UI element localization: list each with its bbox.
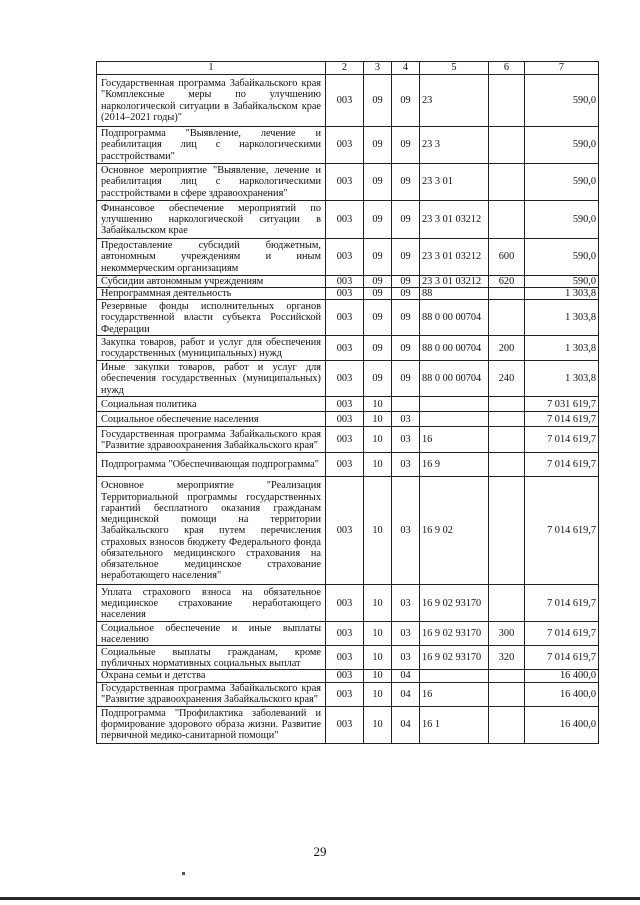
row-name: Социальные выплаты гражданам, кроме публичных нормативных социальных выплат xyxy=(97,646,326,670)
row-vr xyxy=(489,477,525,585)
row-csr: 23 3 01 03212 xyxy=(420,201,489,239)
row-sum: 16 400,0 xyxy=(525,670,599,682)
row-csr xyxy=(420,412,489,427)
table-row xyxy=(97,453,599,477)
row-vr xyxy=(489,427,525,453)
row-rz: 10 xyxy=(364,622,392,646)
row-pr: 09 xyxy=(392,276,420,288)
row-sum: 7 014 619,7 xyxy=(525,412,599,427)
row-rz: 09 xyxy=(364,127,392,164)
row-name: Финансовое обеспечение мероприятий по улучшению наркологической ситуации в Забайкальском крае xyxy=(97,201,326,239)
row-pr: 09 xyxy=(392,75,420,127)
row-csr: 88 0 00 00704 xyxy=(420,361,489,397)
row-pr: 03 xyxy=(392,453,420,477)
row-name: Социальное обеспечение населения xyxy=(97,412,326,427)
row-csr: 16 9 02 xyxy=(420,477,489,585)
row-sum: 590,0 xyxy=(525,164,599,201)
row-sum: 1 303,8 xyxy=(525,361,599,397)
row-sum: 590,0 xyxy=(525,127,599,164)
row-ved: 003 xyxy=(326,164,364,201)
row-csr: 23 3 01 03212 xyxy=(420,276,489,288)
row-sum: 7 014 619,7 xyxy=(525,585,599,622)
table-row xyxy=(97,682,599,706)
row-rz: 09 xyxy=(364,300,392,336)
row-name: Иные закупки товаров, работ и услуг для обеспечения государственных (муниципальных) нужд xyxy=(97,361,326,397)
table-row xyxy=(97,288,599,300)
row-csr: 16 9 02 93170 xyxy=(420,646,489,670)
row-csr: 16 9 xyxy=(420,453,489,477)
row-pr: 03 xyxy=(392,427,420,453)
table-row xyxy=(97,477,599,585)
row-vr xyxy=(489,75,525,127)
row-vr xyxy=(489,300,525,336)
table-row xyxy=(97,127,599,164)
row-rz: 09 xyxy=(364,336,392,361)
row-ved: 003 xyxy=(326,201,364,239)
row-name: Субсидии автономным учреждениям xyxy=(97,276,326,288)
row-name: Государственная программа Забайкальского края "Комплексные меры по улучшению наркологической ситуации в Забайкальском крае (2014–2021 годы)" xyxy=(97,75,326,127)
header-cell-7: 7 xyxy=(525,62,599,75)
row-rz: 10 xyxy=(364,585,392,622)
row-rz: 10 xyxy=(364,397,392,412)
row-pr: 09 xyxy=(392,361,420,397)
row-sum: 590,0 xyxy=(525,239,599,276)
row-pr: 03 xyxy=(392,412,420,427)
header-cell-6: 6 xyxy=(489,62,525,75)
row-rz: 09 xyxy=(364,239,392,276)
row-vr xyxy=(489,453,525,477)
row-ved: 003 xyxy=(326,361,364,397)
row-pr: 04 xyxy=(392,706,420,743)
row-pr: 03 xyxy=(392,622,420,646)
row-csr xyxy=(420,397,489,412)
row-ved: 003 xyxy=(326,336,364,361)
row-pr: 09 xyxy=(392,127,420,164)
row-rz: 10 xyxy=(364,646,392,670)
row-ved: 003 xyxy=(326,622,364,646)
row-sum: 7 031 619,7 xyxy=(525,397,599,412)
row-name: Закупка товаров, работ и услуг для обеспечения государственных (муниципальных) нужд xyxy=(97,336,326,361)
budget-table xyxy=(96,61,599,744)
row-ved: 003 xyxy=(326,412,364,427)
row-vr: 200 xyxy=(489,336,525,361)
header-cell-5: 5 xyxy=(420,62,489,75)
bottom-border xyxy=(0,897,640,900)
row-ved: 003 xyxy=(326,239,364,276)
row-csr: 16 1 xyxy=(420,706,489,743)
row-rz: 10 xyxy=(364,706,392,743)
row-sum: 1 303,8 xyxy=(525,336,599,361)
row-ved: 003 xyxy=(326,276,364,288)
row-csr: 16 9 02 93170 xyxy=(420,622,489,646)
table-row xyxy=(97,706,599,743)
row-pr: 09 xyxy=(392,239,420,276)
row-vr xyxy=(489,412,525,427)
row-vr: 320 xyxy=(489,646,525,670)
row-sum: 590,0 xyxy=(525,75,599,127)
header-cell-4: 4 xyxy=(392,62,420,75)
row-pr: 04 xyxy=(392,682,420,706)
row-pr: 09 xyxy=(392,201,420,239)
table-row xyxy=(97,239,599,276)
row-rz: 09 xyxy=(364,201,392,239)
row-rz: 10 xyxy=(364,682,392,706)
row-vr: 300 xyxy=(489,622,525,646)
row-name: Подпрограмма "Выявление, лечение и реабилитация лиц с наркологическими расстройствами" xyxy=(97,127,326,164)
table-row xyxy=(97,646,599,670)
table-row xyxy=(97,276,599,288)
row-csr: 88 xyxy=(420,288,489,300)
row-rz: 09 xyxy=(364,361,392,397)
table-row xyxy=(97,336,599,361)
row-name: Подпрограмма "Обеспечивающая подпрограмма" xyxy=(97,453,326,477)
row-rz: 09 xyxy=(364,288,392,300)
row-pr: 03 xyxy=(392,646,420,670)
row-vr: 620 xyxy=(489,276,525,288)
row-rz: 10 xyxy=(364,477,392,585)
row-sum: 7 014 619,7 xyxy=(525,622,599,646)
row-csr: 23 3 xyxy=(420,127,489,164)
row-vr xyxy=(489,585,525,622)
row-pr: 03 xyxy=(392,477,420,585)
row-rz: 10 xyxy=(364,453,392,477)
row-csr: 16 xyxy=(420,682,489,706)
row-sum: 1 303,8 xyxy=(525,288,599,300)
row-name: Социальное обеспечение и иные выплаты населению xyxy=(97,622,326,646)
page-number: 29 xyxy=(313,844,327,859)
row-csr: 23 3 01 03212 xyxy=(420,239,489,276)
row-ved: 003 xyxy=(326,75,364,127)
row-vr xyxy=(489,670,525,682)
row-pr: 09 xyxy=(392,300,420,336)
row-sum: 590,0 xyxy=(525,276,599,288)
table-row xyxy=(97,427,599,453)
row-ved: 003 xyxy=(326,127,364,164)
row-name: Уплата страхового взноса на обязательное медицинское страхование неработающего населения xyxy=(97,585,326,622)
row-name: Резервные фонды исполнительных органов государственной власти субъекта Российской Федерации xyxy=(97,300,326,336)
row-rz: 09 xyxy=(364,164,392,201)
header-cell-3: 3 xyxy=(364,62,392,75)
row-pr: 09 xyxy=(392,336,420,361)
table-row xyxy=(97,300,599,336)
table-row xyxy=(97,164,599,201)
row-name: Охрана семьи и детства xyxy=(97,670,326,682)
row-rz: 10 xyxy=(364,412,392,427)
row-vr xyxy=(489,706,525,743)
table-row xyxy=(97,412,599,427)
row-ved: 003 xyxy=(326,477,364,585)
table-row xyxy=(97,201,599,239)
header-cell-2: 2 xyxy=(326,62,364,75)
row-vr xyxy=(489,201,525,239)
row-sum: 590,0 xyxy=(525,201,599,239)
row-sum: 7 014 619,7 xyxy=(525,453,599,477)
row-name: Социальная политика xyxy=(97,397,326,412)
scan-mark xyxy=(182,872,185,875)
row-sum: 7 014 619,7 xyxy=(525,477,599,585)
row-pr: 03 xyxy=(392,585,420,622)
row-ved: 003 xyxy=(326,397,364,412)
row-csr: 88 0 00 00704 xyxy=(420,300,489,336)
header-cell-1: 1 xyxy=(97,62,326,75)
row-csr: 88 0 00 00704 xyxy=(420,336,489,361)
row-csr: 23 xyxy=(420,75,489,127)
row-name: Предоставление субсидий бюджетным, автономным учреждениям и иным некоммерческим организациям xyxy=(97,239,326,276)
table-row xyxy=(97,585,599,622)
row-vr xyxy=(489,682,525,706)
row-rz: 10 xyxy=(364,670,392,682)
row-sum: 7 014 619,7 xyxy=(525,427,599,453)
row-csr: 16 xyxy=(420,427,489,453)
row-ved: 003 xyxy=(326,706,364,743)
row-rz: 09 xyxy=(364,276,392,288)
row-name: Непрограммная деятельность xyxy=(97,288,326,300)
row-name: Государственная программа Забайкальского края "Развитие здравоохранения Забайкальского края" xyxy=(97,427,326,453)
table-row xyxy=(97,361,599,397)
row-ved: 003 xyxy=(326,646,364,670)
table-header-row xyxy=(97,62,599,75)
row-ved: 003 xyxy=(326,682,364,706)
row-sum: 16 400,0 xyxy=(525,682,599,706)
row-vr xyxy=(489,397,525,412)
row-ved: 003 xyxy=(326,427,364,453)
row-name: Государственная программа Забайкальского края "Развитие здравоохранения Забайкальского края" xyxy=(97,682,326,706)
row-vr xyxy=(489,288,525,300)
row-sum: 7 014 619,7 xyxy=(525,646,599,670)
table-row xyxy=(97,622,599,646)
table-row xyxy=(97,670,599,682)
row-name: Основное мероприятие "Реализация Территориальной программы государственных гарантий бесплатного оказания гражданам медицинской помощи на территории Забайкальского края путем перечисления страховых взносов бюджету Федерального фонда обязательного медицинского страхования на обязательное медицинское страхование неработающего населения" xyxy=(97,477,326,585)
table-row xyxy=(97,397,599,412)
row-vr: 600 xyxy=(489,239,525,276)
row-rz: 10 xyxy=(364,427,392,453)
row-vr: 240 xyxy=(489,361,525,397)
row-vr xyxy=(489,127,525,164)
row-csr: 23 3 01 xyxy=(420,164,489,201)
row-ved: 003 xyxy=(326,453,364,477)
row-ved: 003 xyxy=(326,670,364,682)
row-pr: 09 xyxy=(392,164,420,201)
row-rz: 09 xyxy=(364,75,392,127)
row-pr xyxy=(392,397,420,412)
row-name: Основное мероприятие "Выявление, лечение и реабилитация лиц с наркологическими расстройствами в сфере здравоохранения" xyxy=(97,164,326,201)
row-ved: 003 xyxy=(326,300,364,336)
row-ved: 003 xyxy=(326,288,364,300)
table-row xyxy=(97,75,599,127)
row-csr xyxy=(420,670,489,682)
row-ved: 003 xyxy=(326,585,364,622)
row-sum: 1 303,8 xyxy=(525,300,599,336)
row-pr: 04 xyxy=(392,670,420,682)
row-pr: 09 xyxy=(392,288,420,300)
row-csr: 16 9 02 93170 xyxy=(420,585,489,622)
row-name: Подпрограмма "Профилактика заболеваний и формирование здорового образа жизни. Развитие первичной медико-санитарной помощи" xyxy=(97,706,326,743)
row-sum: 16 400,0 xyxy=(525,706,599,743)
row-vr xyxy=(489,164,525,201)
